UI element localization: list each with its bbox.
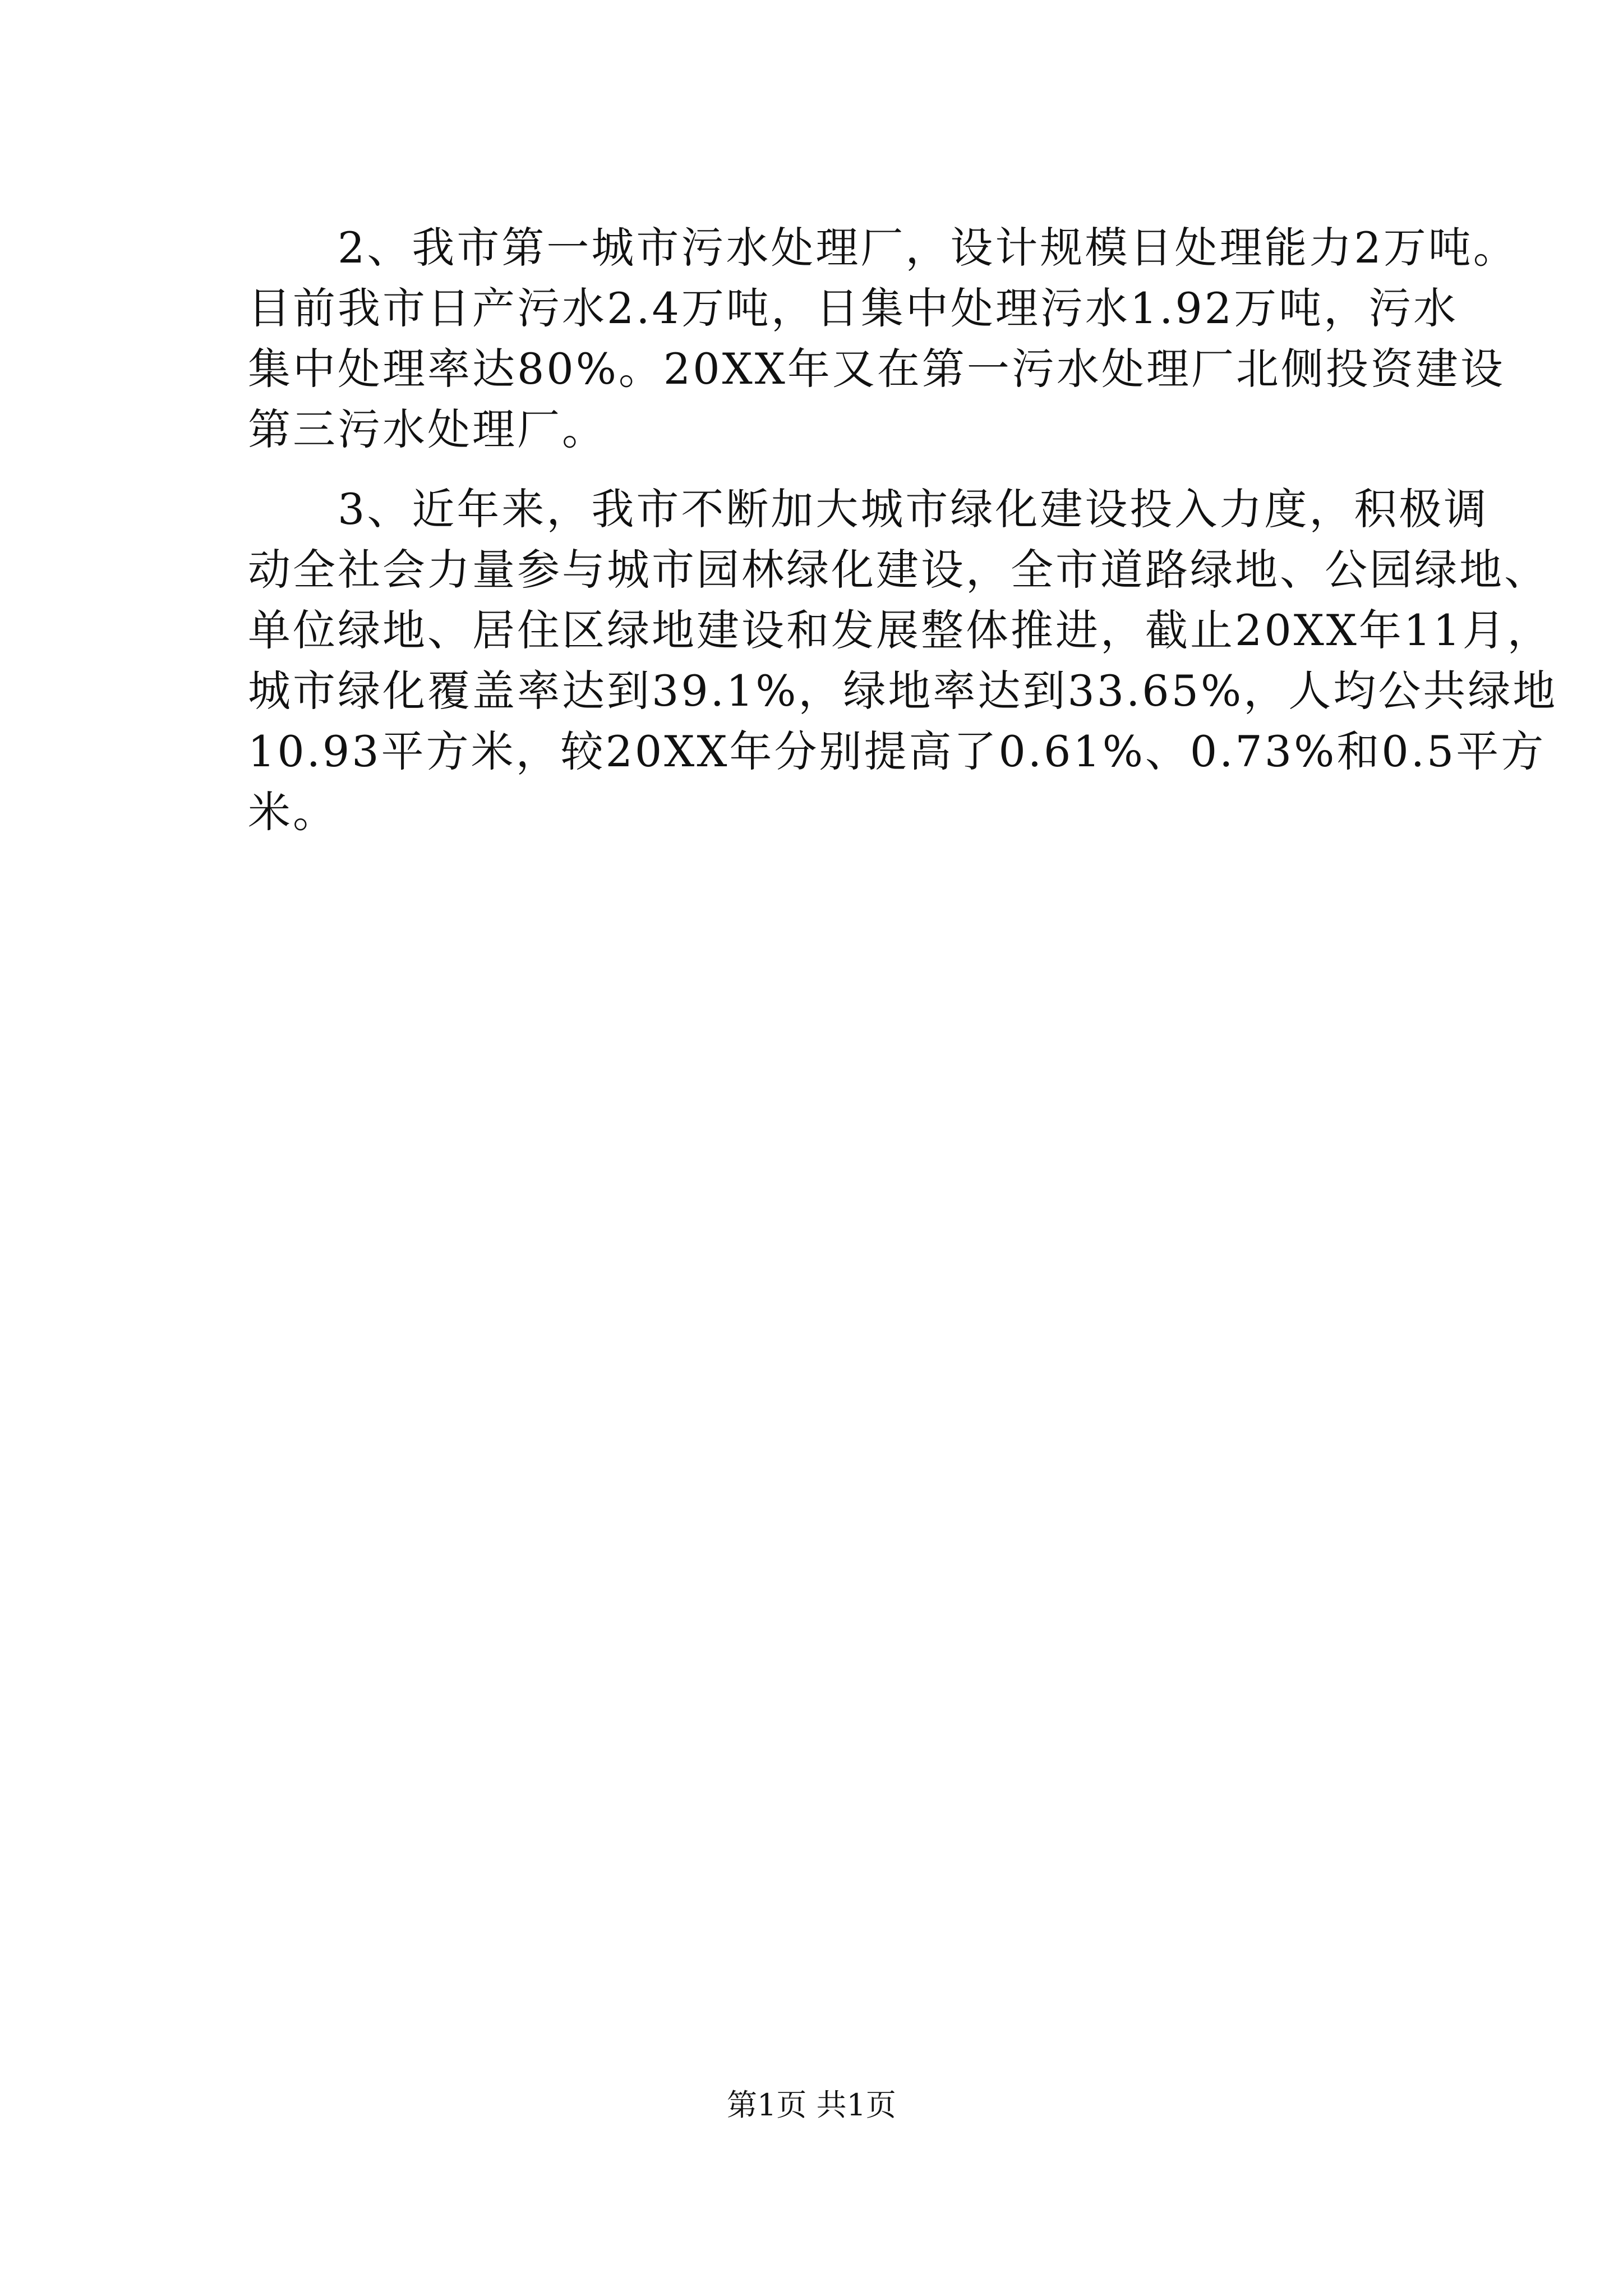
paragraph-line: 3、近年来，我市不断加大城市绿化建设投入力度，积极调 [248,484,1489,534]
paragraph-line: 动全社会力量参与城市园林绿化建设，全市道路绿地、公园绿地、 [248,545,1549,595]
document-body [248,218,1558,843]
paragraph-line: 米。 [248,787,338,837]
paragraph-line: 集中处理率达80%。20XX年又在第一污水处理厂北侧投资建设 [248,344,1505,394]
paragraph-spacer [248,460,1426,479]
paragraph-line: 2、我市第一城市污水处理厂，设计规模日处理能力2万吨。 [248,223,1518,273]
page-footer: 第1页 共1页 [727,2087,896,2123]
paragraph-line: 目前我市日产污水2.4万吨，日集中处理污水1.92万吨，污水 [248,283,1459,333]
paragraph-line: 10.93平方米，较20XX年分别提高了0.61%、0.73%和0.5平方 [248,726,1546,776]
paragraph-line: 城市绿化覆盖率达到39.1%，绿地率达到33.65%，人均公共绿地 [248,666,1558,716]
paragraph-line: 单位绿地、居住区绿地建设和发展整体推进，截止20XX年11月， [248,605,1552,655]
paragraph-2 [248,218,1518,460]
paragraph-line: 第三污水处理厂。 [248,404,607,454]
paragraph-3 [248,479,1558,843]
